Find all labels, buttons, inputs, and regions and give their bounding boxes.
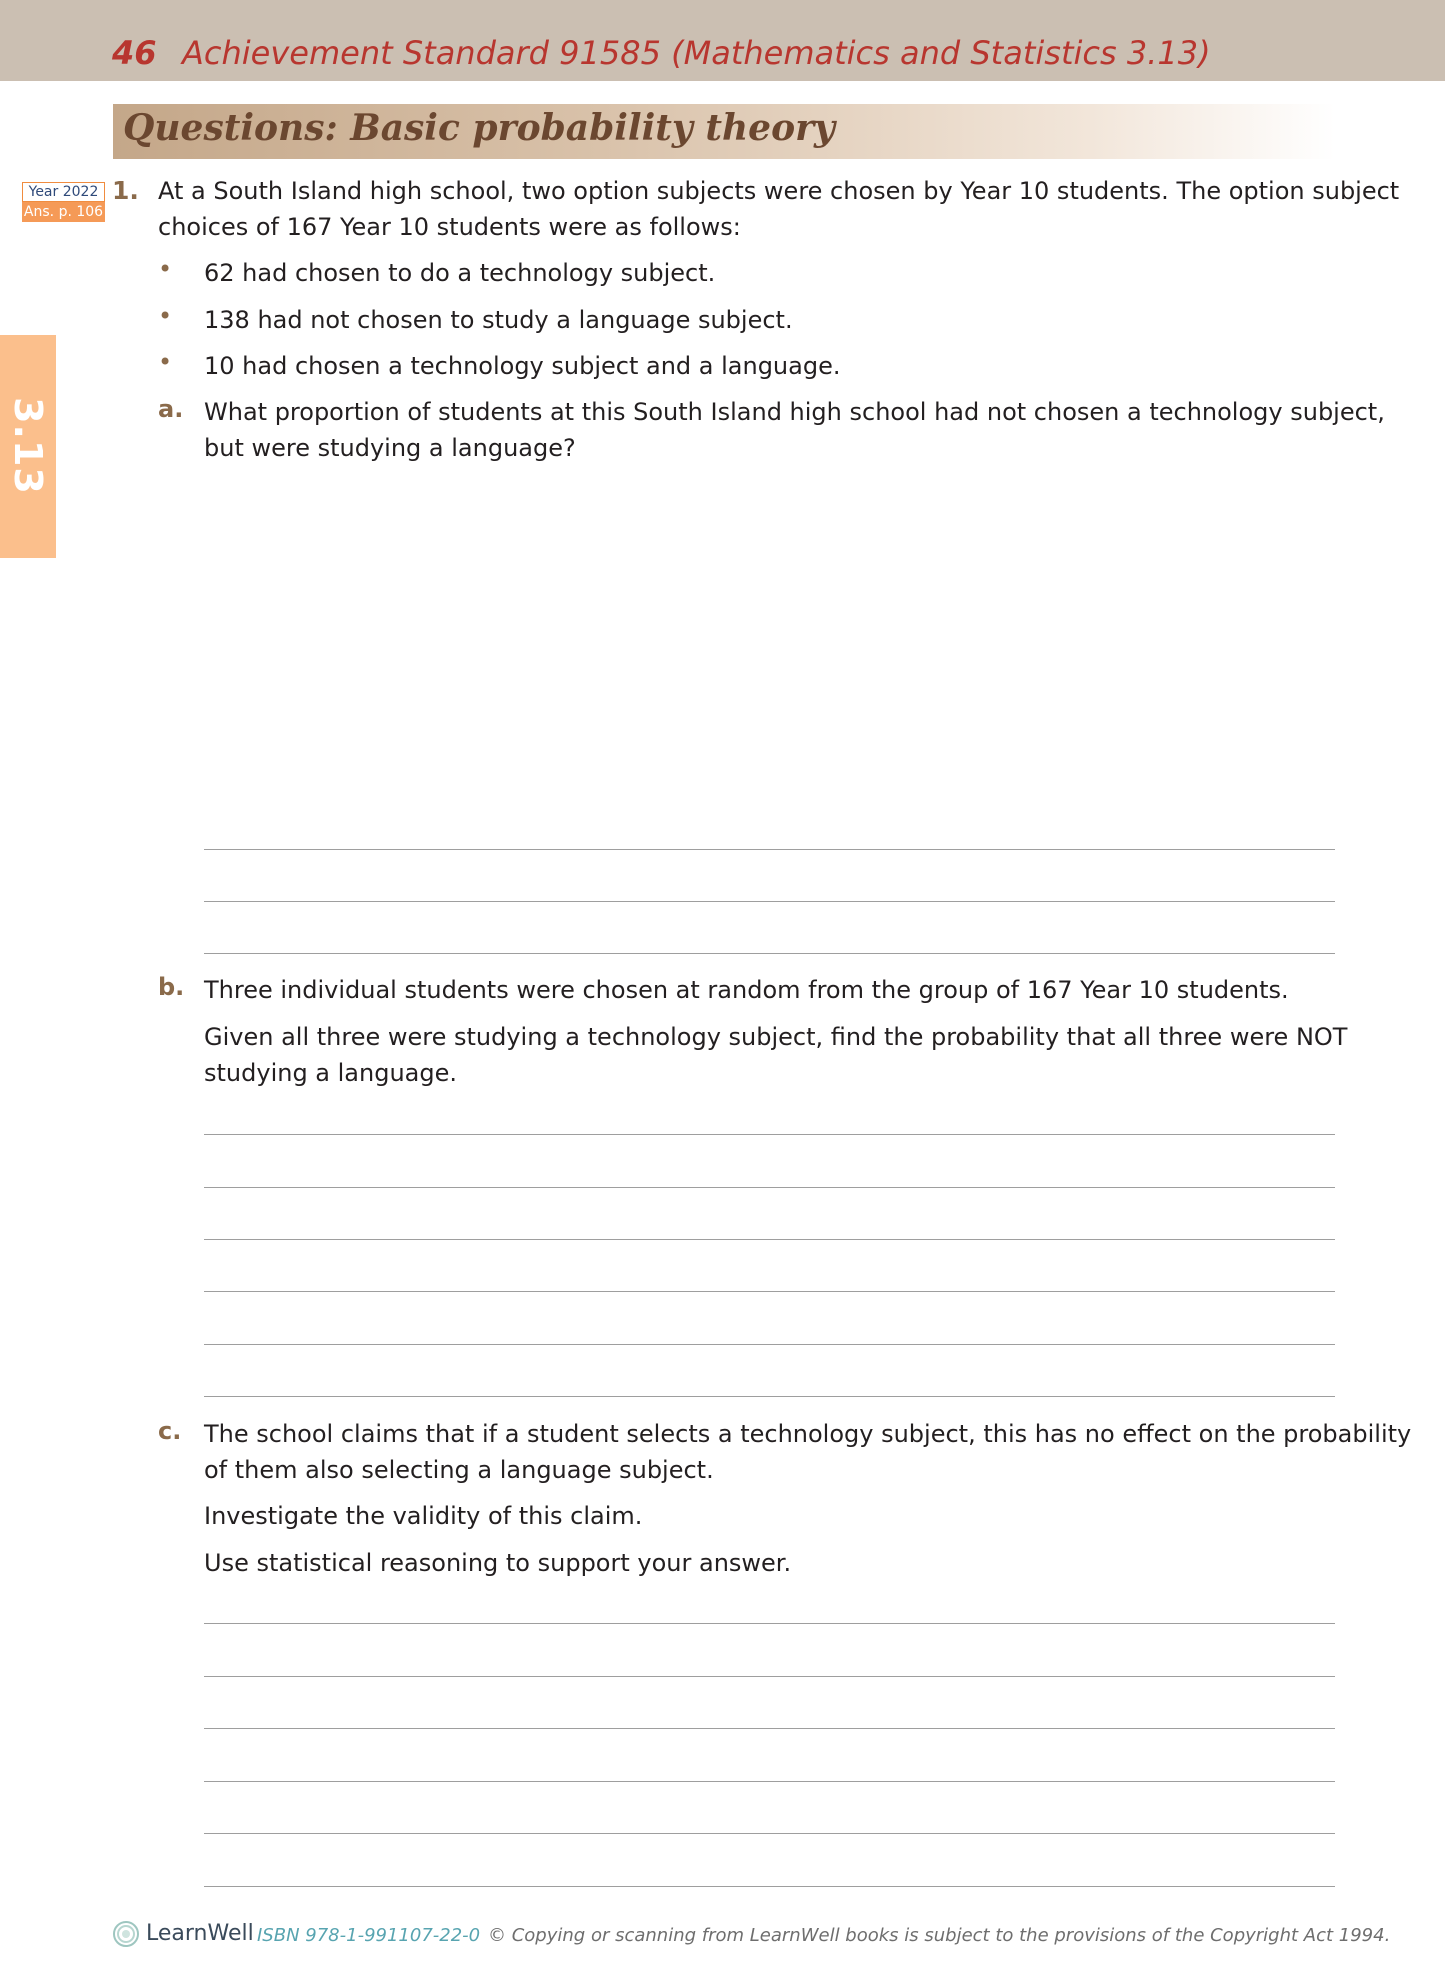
bullet-item-2: 138 had not chosen to study a language subject. (204, 306, 793, 334)
answer-line[interactable] (204, 1239, 1335, 1240)
answer-line[interactable] (204, 1886, 1335, 1887)
bullet-item-1: 62 had chosen to do a technology subject. (204, 259, 716, 287)
answer-line[interactable] (204, 1187, 1335, 1188)
answer-line[interactable] (204, 1833, 1335, 1834)
part-c-line-3: Investigate the validity of this claim. (204, 1502, 643, 1530)
learnwell-logo-icon (112, 1920, 140, 1948)
part-c-line-4: Use statistical reasoning to support your answer. (204, 1549, 792, 1577)
answer-line[interactable] (204, 1728, 1335, 1729)
answer-line[interactable] (204, 1623, 1335, 1624)
answer-line[interactable] (204, 1134, 1335, 1135)
answer-line[interactable] (204, 849, 1335, 850)
part-c-line-1: The school claims that if a student selects a technology subject, this has no effect on the probability (204, 1420, 1412, 1448)
answer-line[interactable] (204, 1781, 1335, 1782)
answer-line[interactable] (204, 901, 1335, 902)
answer-line[interactable] (204, 1291, 1335, 1292)
answer-page-tag: Ans. p. 106 (23, 204, 104, 220)
question-number: 1. (112, 176, 139, 205)
footer-copyright: © Copying or scanning from LearnWell books is subject to the provisions of the Copyright Act 1994. (488, 1925, 1391, 1946)
question-intro-line-1: At a South Island high school, two option subjects were chosen by Year 10 students. The option subject (158, 177, 1400, 205)
answer-line[interactable] (204, 953, 1335, 954)
part-c-label: c. (158, 1417, 182, 1445)
page-header (0, 0, 1445, 81)
header-title: Achievement Standard 91585 (Mathematics and Statistics 3.13) (182, 34, 1211, 72)
question-intro-line-2: choices of 167 Year 10 students were as follows: (158, 213, 741, 241)
part-c-line-2: of them also selecting a language subject. (204, 1456, 714, 1484)
answer-line[interactable] (204, 1344, 1335, 1345)
section-banner (113, 104, 1335, 159)
side-tab-label: 3.13 (6, 397, 50, 495)
part-b-label: b. (158, 973, 185, 1001)
bullet-item-3: 10 had chosen a technology subject and a language. (204, 352, 841, 380)
page-number: 46 (112, 34, 157, 72)
page-footer (112, 1918, 1391, 1952)
bullet-icon: • (158, 302, 173, 330)
part-a-line-2: but were studying a language? (204, 434, 576, 462)
part-b-line-1: Three individual students were chosen at random from the group of 167 Year 10 students. (204, 976, 1289, 1004)
question-year-tag: Year 2022 (22, 182, 105, 202)
part-b-line-2: Given all three were studying a technology subject, find the probability that all three were NOT (204, 1023, 1348, 1051)
bullet-icon: • (158, 255, 173, 283)
footer-brand: LearnWell (146, 1921, 254, 1946)
question-tag (22, 182, 105, 222)
part-a-label: a. (158, 395, 184, 423)
chapter-side-tab (0, 335, 56, 558)
footer-isbn: ISBN 978-1-991107-22-0 (257, 1925, 481, 1946)
answer-line[interactable] (204, 1396, 1335, 1397)
section-title: Questions: Basic probability theory (123, 107, 835, 149)
part-a-line-1: What proportion of students at this South Island high school had not chosen a technology subject, (204, 398, 1385, 426)
bullet-icon: • (158, 348, 173, 376)
answer-line[interactable] (204, 1676, 1335, 1677)
part-b-line-3: studying a language. (204, 1059, 458, 1087)
